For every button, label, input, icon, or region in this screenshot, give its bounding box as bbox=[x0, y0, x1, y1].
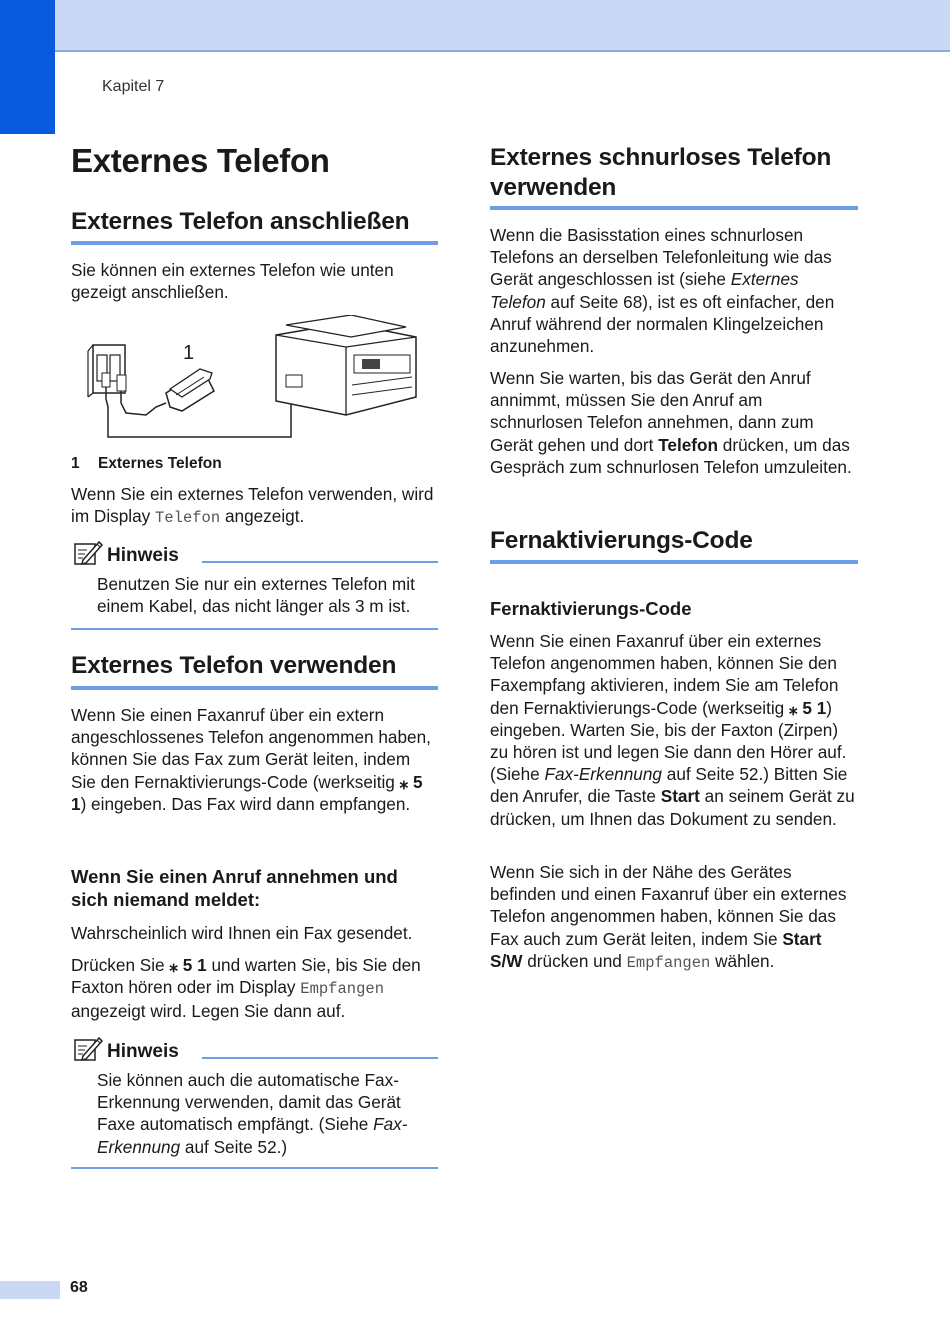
header-band bbox=[0, 0, 950, 52]
note-text: Sie können auch die automatische Fax-Erkennung verwenden, damit das Gerät Faxe automatisch empfängt. (Siehe Fax-Erkennung auf Seite 52.) bbox=[97, 1070, 408, 1157]
chapter-label: Kapitel 7 bbox=[102, 78, 165, 95]
note-text: Benutzen Sie nur ein externes Telefon mit einem Kabel, das nicht länger als 3 m ist. bbox=[97, 574, 415, 617]
section-heading-fernaktivierung: Fernaktivierungs-Code bbox=[490, 527, 753, 554]
note-bottom-rule bbox=[71, 628, 438, 630]
subheading-fernaktivierung: Fernaktivierungs-Code bbox=[490, 598, 692, 619]
section-rule bbox=[71, 686, 438, 690]
section-rule bbox=[71, 241, 438, 245]
display-paragraph: Wenn Sie ein externes Telefon verwenden, wird im Display Telefon angezeigt. bbox=[71, 484, 434, 528]
note-title: Hinweis bbox=[107, 1041, 179, 1062]
caption-number: 1 bbox=[71, 455, 80, 472]
telephone-illustration bbox=[166, 369, 214, 411]
remote-code-paragraph-2: Wenn Sie sich in der Nähe des Gerätes befinden und einen Faxanruf über ein externes Telefon angenommen haben, können Sie das Fax auch zum Gerät leiten, indem Sie Start S/W drücken und Empfangen wählen. bbox=[490, 862, 847, 972]
display-text-empfangen: Empfangen bbox=[626, 953, 711, 972]
cordless-paragraph-2: Wenn Sie warten, bis das Gerät den Anruf annimmt, müssen Sie den Anruf am schnurlosen Telefon annehmen, dann zum Gerät gehen und dort Telefon drücken, um das Gespräch zum schnurlosen Telefon umzuleiten. bbox=[490, 368, 852, 477]
section-heading-anschliessen: Externes Telefon anschließen bbox=[71, 208, 410, 235]
remote-code-paragraph-1: Wenn Sie einen Faxanruf über ein externes Telefon angenommen haben, können Sie den Faxempfang aktivieren, indem Sie am Telefon den Fernaktivierungs-Code (werkseitig ⁎ 5 1) eingeben. Warten Sie, bis der Faxton (Zirpen) zu hören ist und legen Sie dann den Hörer auf. (Siehe Fax-Erkennung auf Seite 52.) Bitten Sie den Anrufer, die Taste Start an seinem Gerät zu drücken, um Ihnen das Dokument zu senden. bbox=[490, 631, 855, 829]
page-title: Externes Telefon bbox=[71, 142, 330, 179]
fax-machine-illustration bbox=[276, 315, 416, 415]
section-rule bbox=[490, 560, 858, 564]
note-title: Hinweis bbox=[107, 545, 179, 566]
connection-figure bbox=[86, 315, 426, 445]
note-bottom-rule bbox=[71, 1167, 438, 1169]
fax-sent-paragraph: Wahrscheinlich wird Ihnen ein Fax gesendet. bbox=[71, 923, 413, 943]
subheading-no-answer: Wenn Sie einen Anruf annehmen und sich niemand meldet: bbox=[71, 866, 398, 910]
section-rule bbox=[490, 206, 858, 210]
page-number-tab bbox=[0, 1281, 60, 1299]
section-heading-schnurlos: Externes schnurloses Telefon verwenden bbox=[490, 144, 832, 201]
code-text: ⁎ 5 1 bbox=[789, 697, 827, 718]
section-heading-verwenden: Externes Telefon verwenden bbox=[71, 652, 397, 679]
display-text-telefon: Telefon bbox=[155, 509, 221, 528]
fax-connection-illustration bbox=[86, 315, 426, 445]
figure-label: 1 bbox=[183, 342, 195, 364]
intro-paragraph: Sie können ein externes Telefon wie unten gezeigt anschließen. bbox=[71, 260, 394, 303]
note-pencil-icon bbox=[73, 1034, 103, 1062]
note-title-rule bbox=[202, 1057, 438, 1059]
display-text-empfangen: Empfangen bbox=[300, 980, 384, 999]
figure-caption bbox=[71, 455, 222, 473]
code-text: ⁎ 5 1 bbox=[71, 771, 423, 814]
note-title-rule bbox=[202, 561, 438, 563]
wall-jack-illustration bbox=[88, 345, 126, 397]
chapter-tab bbox=[0, 0, 55, 134]
code-text: ⁎ 5 1 bbox=[169, 955, 207, 975]
press-code-paragraph: Drücken Sie ⁎ 5 1 und warten Sie, bis Sie den Faxton hören oder im Display Empfangen angezeigt wird. Legen Sie dann auf. bbox=[71, 955, 421, 1022]
page-number: 68 bbox=[70, 1279, 88, 1296]
fax-forward-paragraph: Wenn Sie einen Faxanruf über ein extern angeschlossenes Telefon angenommen haben, können Sie das Fax zum Gerät leiten, indem Sie den Fernaktivierungs-Code (werkseitig ⁎ 5 1) eingeben. Das Fax wird dann empfangen. bbox=[71, 705, 431, 814]
caption-text: Externes Telefon bbox=[97, 455, 222, 472]
cordless-paragraph-1: Wenn die Basisstation eines schnurlosen Telefons an derselben Telefonleitung wie das Gerät angeschlossen ist (siehe Externes Telefon auf Seite 68), ist es oft einfacher, den Anruf während der normalen Klingelzeichen anzunehmen. bbox=[490, 225, 835, 357]
note-pencil-icon bbox=[73, 538, 103, 566]
